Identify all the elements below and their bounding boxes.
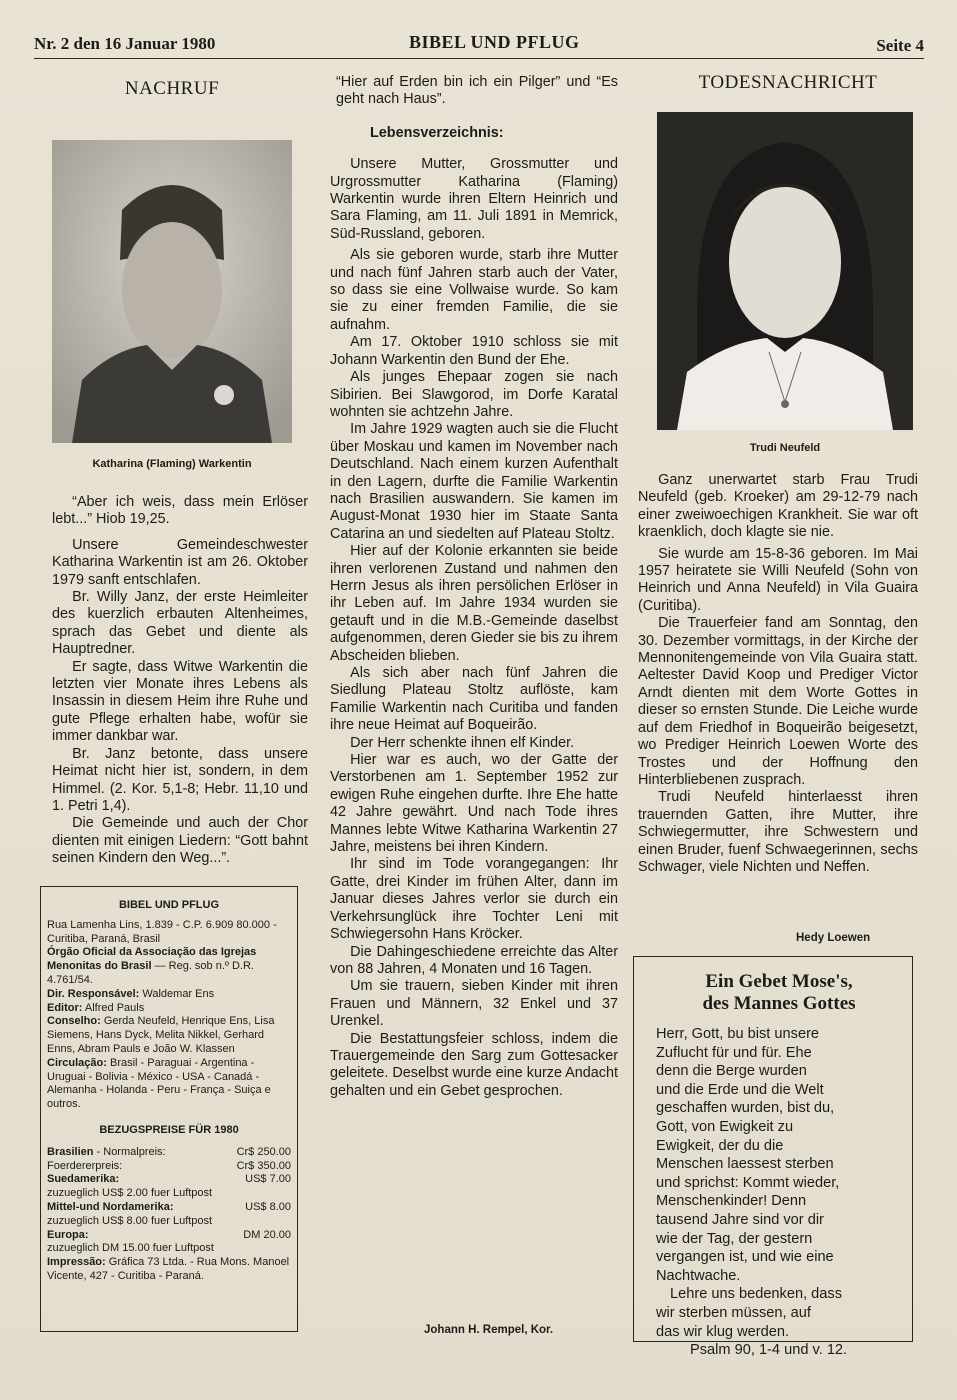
- paragraph: Trudi Neufeld hinterlaesst ihren trauernden Gatten, ihre Mutter, ihre Schwiegermutter, ihre Schwestern und einen Bruder, fuenf Schwaegerinnen, sechs Schwager, viele Nichten und Neffen.: [638, 789, 918, 875]
- paragraph: Unsere Gemeindeschwester Katharina Warkentin ist am 26. Oktober 1979 sanft entschlafen.: [52, 536, 308, 588]
- photo-caption-katharina: Katharina (Flaming) Warkentin: [92, 458, 252, 470]
- prayer-text: [656, 1025, 902, 1360]
- paragraph: Die Gemeinde und auch der Chor dienten mit einigen Liedern: “Gott bahnt seinen Kindern den Weg...”.: [52, 815, 308, 867]
- prayer-line: und die Erde und die Welt: [656, 1081, 824, 1098]
- prayer-line: tausend Jahre sind vor dir: [656, 1211, 824, 1228]
- prayer-line: denn die Berge wurden: [656, 1063, 807, 1080]
- page-number: Seite 4: [876, 36, 924, 55]
- prayer-line: Menschenkinder! Denn: [656, 1193, 807, 1210]
- paragraph: Als junges Ehepaar zogen sie nach Sibirien. Bei Slawgorod, im Dorfe Karatal wohnten sie achtzehn Jahre.: [330, 369, 618, 420]
- prayer-line: Ewigkeit, der du die: [656, 1137, 784, 1154]
- issue-date: Nr. 2 den 16 Januar 1980: [34, 34, 216, 53]
- paragraph: Unsere Mutter, Grossmutter und Urgrossmutter Katharina (Flaming) Warkentin wurde ihren Eltern Heinrich und Sara Flaming, am 11. Juli 1891 in Memrick, Süd-Russland, geboren.: [330, 156, 618, 242]
- price-label: Brasilien - Normalpreis:: [47, 1145, 166, 1158]
- price-row: [47, 1215, 291, 1229]
- prayer-line: Psalm 90, 1-4 und v. 12.: [690, 1342, 848, 1359]
- prayer-line: Herr, Gott, bu bist unsere: [656, 1026, 820, 1042]
- imprint-printer: Impressão: Gráfica 73 Ltda. - Rua Mons. Manoel Vicente, 427 - Curitiba - Paraná.: [47, 1256, 290, 1282]
- prayer-box: [633, 956, 913, 1359]
- paragraph: Er sagte, dass Witwe Warkentin die letzten vier Monate ihres Lebens als Insassin in diesem Heim ihre Ruhe und gute Pflege erhalten habe, wofür sie immer dankbar war.: [52, 658, 308, 745]
- page-header: [34, 32, 924, 59]
- price-label: Europa:: [47, 1228, 89, 1241]
- imprint-address: Rua Lamenha Lins, 1.839 - C.P. 6.909 80.000 - Curitiba, Paraná, Brasil: [47, 918, 277, 945]
- prayer-line: das wir klug werden.: [656, 1323, 790, 1340]
- price-row: [47, 1160, 291, 1174]
- paragraph: Die Trauerfeier fand am Sonntag, den 30. Dezember vormittags, in der Kirche der Mennonitengemeinde von Vila Guaira statt. Aeltester David Koop und Prediger Victor Arndt dienten mit dem Worte Gottes in dieser so ernsten Stunde. Die Leiche wurde auf dem Friedhof in Boqueirão beigesetzt, wo Prediger Heinrich Loewen Worte des Trostes und der Hoffnung den Hinterbliebenen zusprach.: [638, 615, 918, 788]
- paragraph: Ganz unerwartet starb Frau Trudi Neufeld (geb. Kroeker) am 29-12-79 nach einer zweiwoechigen Krankheit. Sie war oft kraenklich, doch klagte sie nie.: [638, 472, 918, 541]
- paragraph: Als sie geboren wurde, starb ihre Mutter und nach fünf Jahren starb auch der Vater, so dass sie eine Vollwaise wurde. So kam sie zu einer fremden Familie, die sie aufnahm.: [330, 247, 618, 333]
- newspaper-title: BIBEL UND PFLUG: [409, 32, 580, 52]
- signature-loewen: Hedy Loewen: [796, 932, 871, 944]
- paragraph: Sie wurde am 15-8-36 geboren. Im Mai 1957 heiratete sie Willi Neufeld (Sohn von Heinrich und Anna Neufeld) in Vila Guaira (Curitiba).: [638, 545, 918, 614]
- signature-rempel: Johann H. Rempel, Kor.: [424, 1324, 554, 1336]
- imprint-director: Dir. Responsável: Waldemar Ens: [47, 987, 215, 1000]
- paragraph: Um sie trauern, sieben Kinder mit ihren Frauen und Männern, 32 Enkel und 37 Urenkel.: [330, 978, 618, 1030]
- imprint-organ: Órgão Oficial da Associação das Igrejas Menonitas do Brasil — Reg. sob n.º D.R. 4.761/54.: [47, 946, 257, 986]
- price-row: [47, 1201, 291, 1215]
- paragraph: Als sich aber nach fünf Jahren die Siedlung Plateau Stoltz auflöste, kam Familie Warkentin nach Curitiba und fanden ihre neue Heimat auf Boqueirão.: [330, 665, 618, 734]
- price-label: zuzueglich DM 15.00 fuer Luftpost: [47, 1242, 214, 1255]
- paragraph: “Aber ich weis, dass mein Erlöser lebt...” Hiob 19,25.: [52, 494, 308, 528]
- paragraph: Ihr sind im Tode vorangegangen: Ihr Gatte, drei Kinder im frühen Alter, dann im Januar dieses Jahres verlor sie durch ein Verkehrsunglück ihre Tochter Leni mit Schwiegersohn Hans Kröcker.: [330, 856, 618, 943]
- prayer-line: geschaffen wurden, bist du,: [656, 1100, 835, 1117]
- imprint-title: BIBEL UND PFLUG: [118, 899, 220, 911]
- price-row: [47, 1242, 291, 1256]
- price-value: US$ 7.00: [245, 1173, 291, 1186]
- paragraph: Br. Willy Janz, der erste Heimleiter des kuerzlich erbauten Altenheimes, sprach das Gebet und diente als Hauptredner.: [52, 589, 308, 658]
- prices-title: BEZUGSPREISE FÜR 1980: [99, 1123, 239, 1136]
- portrait-image: [52, 140, 292, 443]
- prayer-line: wir sterben müssen, auf: [656, 1304, 811, 1321]
- imprint-council: Conselho: Gerda Neufeld, Henrique Ens, Lisa Siemens, Hans Dyck, Melita Nikkel, Gerhard Enns, Abram Pauls e João W. Klassen: [47, 1015, 275, 1055]
- paragraph: Br. Janz betonte, dass unsere Heimat nicht hier ist, sondern, in dem Himmel. (2. Kor. 5,1-8; Hebr. 11,10 und 1. Petri 1,4).: [52, 745, 308, 814]
- paragraph: Hier war es auch, wo der Gatte der Verstorbenen am 1. September 1952 zur ewigen Ruhe eingehen durfte. Ihre Ehe hatte 42 Jahre gewährt. Und nach Tode ihres Mannes lebte Witwe Katharina Warkentin 27 Jahre, meistens bei ihren Kindern.: [330, 752, 618, 856]
- todesnachricht-text: [638, 472, 918, 876]
- price-label: zuzueglich US$ 8.00 fuer Luftpost: [47, 1214, 213, 1227]
- imprint-box: [40, 886, 298, 1332]
- price-value: US$ 8.00: [245, 1200, 291, 1213]
- price-label: Suedamerika:: [47, 1173, 120, 1186]
- prayer-title: Ein Gebet Mose's,: [705, 971, 853, 992]
- nachruf-text: [52, 494, 308, 868]
- prayer-subtitle: des Mannes Gottes: [702, 993, 856, 1014]
- prayer-line: und sprichst: Kommt wieder,: [656, 1174, 840, 1191]
- lebensverzeichnis-column: [330, 74, 618, 1100]
- price-value: Cr$ 250.00: [236, 1145, 291, 1158]
- photo-caption-trudi: Trudi Neufeld: [749, 442, 821, 454]
- section-heading: Lebensverzeichnis:: [370, 124, 504, 141]
- prayer-line: vergangen ist, und wie eine: [656, 1249, 834, 1266]
- portrait-trudi-neufeld: [657, 112, 913, 430]
- portrait-image: [657, 112, 913, 430]
- paragraph: Die Dahingeschiedene erreichte das Alter von 88 Jahren, 4 Monaten und 16 Tagen.: [330, 943, 618, 977]
- intro-quote: “Hier auf Erden bin ich ein Pilger” und “Es geht nach Haus”.: [336, 74, 618, 108]
- paragraph: Am 17. Oktober 1910 schloss sie mit Johann Warkentin den Bund der Ehe.: [330, 334, 618, 368]
- prayer-line: Zuflucht für und für. Ehe: [656, 1044, 812, 1061]
- paragraph: Die Bestattungsfeier schloss, indem die Trauergemeinde den Sarg zum Gottesacker geleitete. Deselbst wurde eine kurze Andacht gehalten und ein Gebet gesprochen.: [330, 1030, 618, 1099]
- prayer-line: Nachtwache.: [656, 1267, 741, 1284]
- price-row: [47, 1187, 291, 1201]
- price-value: Cr$ 350.00: [236, 1159, 291, 1172]
- price-row: [47, 1146, 291, 1160]
- prayer-line: Lehre uns bedenken, dass: [670, 1286, 843, 1303]
- prayer-line: Menschen laessest sterben: [656, 1156, 834, 1173]
- prayer-line: Gott, von Ewigkeit zu: [656, 1118, 794, 1135]
- portrait-katharina-warkentin: [52, 140, 292, 443]
- price-value: DM 20.00: [243, 1228, 291, 1241]
- paragraph: Der Herr schenkte ihnen elf Kinder.: [350, 734, 575, 751]
- price-label: Mittel-und Nordamerika:: [47, 1200, 174, 1213]
- paragraph: Hier auf der Kolonie erkannten sie beide ihren verlorenen Zustand und nahmen den Herrn Jesus als ihren persölichen Erlöser in ihr Leben auf. Im Jahre 1934 wurden sie getauft und in die M.B.-Gemeinde daselbst aufgenommen, deren Gieder sie bis zu ihrem Abscheiden blieben.: [330, 543, 618, 664]
- nachruf-title: NACHRUF: [124, 78, 220, 99]
- todesnachricht-title: TODESNACHRICHT: [698, 72, 878, 93]
- price-row: [47, 1229, 291, 1243]
- paragraph: Im Jahre 1929 wagten auch sie die Flucht über Moskau und kamen im November nach Deutschland. Nach einem kurzen Aufenthalt in den Lagern, durfte die Familie Warkentin nach Brasilien auswandern. Sie kamen im August-Monat 1930 hier im Staate Santa Catarina an und siedelten auf Plateau Stoltz.: [330, 421, 618, 542]
- price-row: [47, 1173, 291, 1187]
- prayer-line: wie der Tag, der gestern: [656, 1230, 813, 1247]
- imprint-editor: Editor: Alfred Pauls: [47, 1001, 145, 1014]
- price-label: Foerdererpreis:: [47, 1159, 123, 1172]
- imprint-circulation: Circulação: Brasil - Paraguai - Argentina - Uruguai - Bolivia - México - USA - Canadá - Alemanha - Holanda - Peru - França - Suiça e outros.: [47, 1056, 271, 1111]
- price-label: zuzueglich US$ 2.00 fuer Luftpost: [47, 1187, 213, 1200]
- price-list: [47, 1146, 291, 1256]
